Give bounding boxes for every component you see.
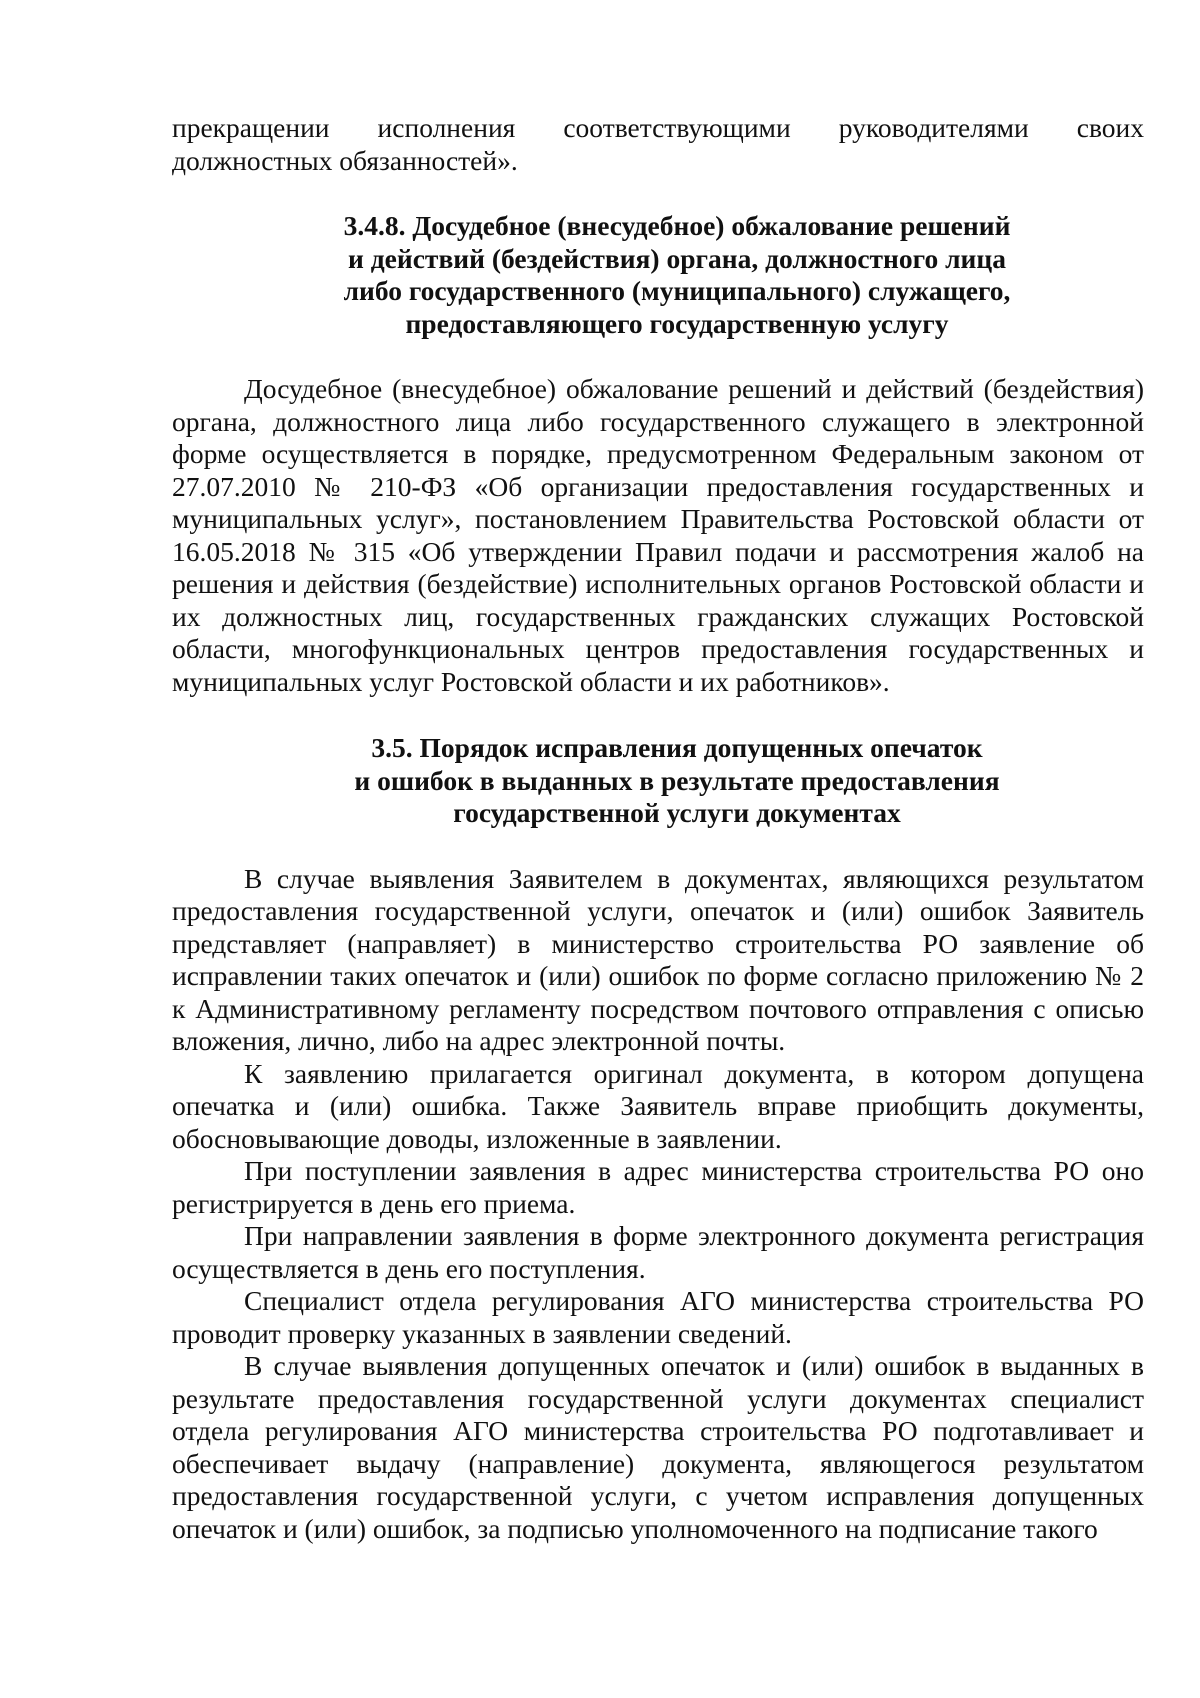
continuation-paragraph: прекращении исполнения соответствующими руководителями своих должностных обязанностей». xyxy=(172,112,1144,176)
heading-line: 3.4.8. Досудебное (внесудебное) обжалование решений xyxy=(343,210,1011,241)
section-heading-3-4-8 xyxy=(172,210,1144,340)
body-paragraph: Специалист отдела регулирования АГО министерства строительства РО проводит проверку указанных в заявлении сведений. xyxy=(172,1285,1144,1349)
body-paragraph: К заявлению прилагается оригинал документа, в котором допущена опечатка и (или) ошибка. Также Заявитель вправе приобщить документы, обосновывающие доводы, изложенные в заявлении. xyxy=(172,1057,1144,1154)
body-paragraph: Досудебное (внесудебное) обжалование решений и действий (бездействия) органа, должностного лица либо государственного служащего в электронной форме осуществляется в порядке, предусмотренном Федеральным законом от 27.07.2010 № 210-ФЗ «Об организации предоставления государственных и муниципальных услуг», постановлением Правительства Ростовской области от 16.05.2018 № 315 «Об утверждении Правил подачи и рассмотрения жалоб на решения и действия (бездействие) исполнительных органов Ростовской области и их должностных лиц, государственных гражданских служащих Ростовской области, многофункциональных центров предоставления государственных и муниципальных услуг Ростовской области и их работников». xyxy=(172,373,1144,697)
heading-line: предоставляющего государственную услугу xyxy=(405,307,949,339)
heading-line: либо государственного (муниципального) служащего, xyxy=(343,275,1011,306)
heading-line: 3.5. Порядок исправления допущенных опечаток xyxy=(371,732,983,763)
body-paragraph: При поступлении заявления в адрес министерства строительства РО оно регистрируется в день его приема. xyxy=(172,1155,1144,1219)
heading-line: государственной услуги документах xyxy=(453,797,901,828)
body-paragraph: В случае выявления допущенных опечаток и (или) ошибок в выданных в результате предоставления государственной услуги документах специалист отдела регулирования АГО министерства строительства РО подготавливает и обеспечивает выдачу (направление) документа, являющегося результатом предоставления государственной услуги, с учетом исправления допущенных опечаток и (или) ошибок, за подписью уполномоченного на подписание такого xyxy=(172,1350,1144,1544)
heading-line: и ошибок в выданных в результате предоставления xyxy=(354,764,1000,796)
section-heading-3-5 xyxy=(172,732,1144,830)
heading-line: и действий (бездействия) органа, должностного лица xyxy=(348,242,1006,274)
document-body xyxy=(172,112,1144,1545)
body-paragraph: При направлении заявления в форме электронного документа регистрация осуществляется в день его поступления. xyxy=(172,1220,1144,1284)
body-paragraph: В случае выявления Заявителем в документах, являющихся результатом предоставления государственной услуги, опечаток и (или) ошибок Заявитель представляет (направляет) в министерство строительства РО заявление об исправлении таких опечаток и (или) ошибок по форме согласно приложению № 2 к Административному регламенту посредством почтового отправления с описью вложения, лично, либо на адрес электронной почты. xyxy=(172,862,1144,1056)
